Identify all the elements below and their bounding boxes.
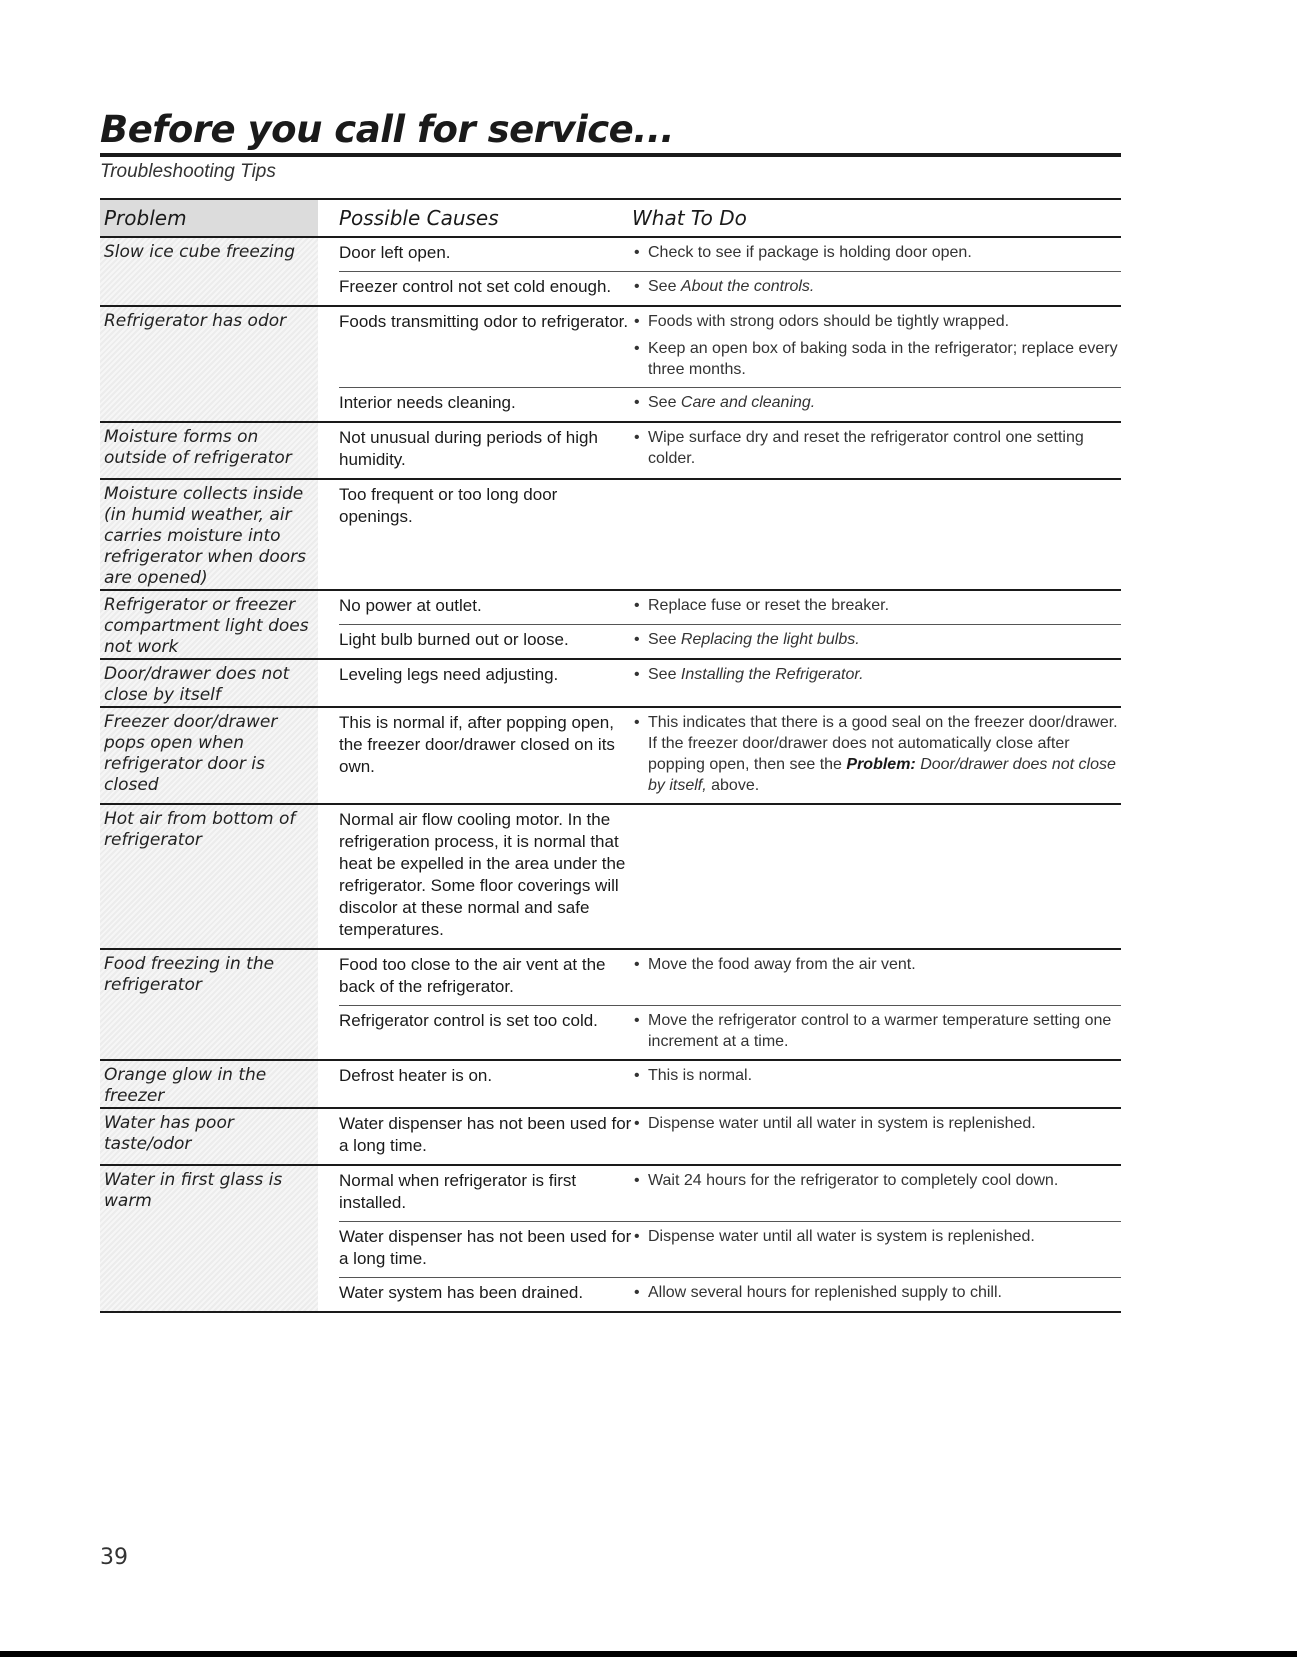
todo-lead: See: [648, 631, 681, 648]
problem-section: [100, 660, 1121, 706]
cause-row: [339, 591, 1121, 624]
todo-lead: See: [648, 394, 681, 411]
section-rule: [100, 1311, 1121, 1313]
what-to-do: [632, 1226, 1121, 1270]
problem-label: Orange glow in the freezer: [100, 1061, 318, 1107]
cause-row: [339, 387, 1121, 421]
what-to-do: [632, 427, 1121, 471]
possible-cause: Too frequent or too long door openings.: [339, 485, 558, 526]
header-what-to-do: What To Do: [632, 206, 747, 230]
troubleshooting-table: [100, 198, 1121, 1313]
cause-row: [339, 423, 1121, 478]
what-to-do: [632, 311, 1121, 380]
what-to-do: [632, 629, 1121, 651]
problem-label: Water has poor taste/odor: [100, 1109, 318, 1164]
possible-cause: Water dispenser has not been used for a long time.: [339, 1114, 632, 1155]
cause-rows: [339, 708, 1121, 803]
problem-section: [100, 1109, 1121, 1164]
cause-row: [339, 1109, 1121, 1164]
what-to-do: [632, 1170, 1121, 1214]
what-to-do: [632, 1113, 1121, 1157]
problem-section: [100, 238, 1121, 305]
what-to-do: [632, 712, 1121, 796]
todo-text: Dispense water until all water in system is replenished.: [648, 1115, 1036, 1132]
possible-cause: Leveling legs need adjusting.: [339, 665, 559, 684]
possible-cause: Water system has been drained.: [339, 1283, 584, 1302]
what-to-do: [632, 1282, 1121, 1304]
cause-row: [339, 307, 1121, 387]
section-reference: Care and cleaning.: [680, 394, 816, 411]
cause-rows: [339, 480, 1121, 589]
todo-text: Foods with strong odors should be tightly wrapped.: [648, 313, 1010, 330]
cause-rows: [339, 660, 1121, 706]
cause-row: [339, 238, 1121, 271]
todo-item: [632, 712, 1121, 796]
todo-text: Replace fuse or reset the breaker.: [648, 597, 890, 614]
what-to-do: [632, 664, 1121, 686]
todo-item: [632, 1065, 1121, 1086]
problem-section: [100, 1061, 1121, 1107]
todo-text: Wait 24 hours for the refrigerator to completely cool down.: [648, 1172, 1059, 1189]
section-reference: About the controls.: [680, 278, 815, 295]
section-reference: Installing the Refrigerator.: [680, 666, 864, 683]
problem-label: Water in first glass is warm: [100, 1166, 318, 1311]
page-title: Before you call for service...: [100, 108, 674, 151]
table-header-row: [100, 200, 1121, 236]
cause-rows: [339, 1109, 1121, 1164]
problem-reference-label: Problem:: [846, 756, 916, 773]
cause-rows: [339, 805, 1121, 948]
possible-cause: Foods transmitting odor to refrigerator.: [339, 312, 629, 331]
cause-rows: [339, 307, 1121, 421]
cause-row: [339, 1221, 1121, 1277]
problem-label: Moisture collects inside (in humid weather, air carries moisture into refrigerator when doors are opened): [100, 480, 318, 589]
todo-item: [632, 1226, 1121, 1247]
todo-text: This is normal.: [648, 1067, 753, 1084]
problem-section: [100, 1166, 1121, 1311]
cause-rows: [339, 423, 1121, 478]
todo-text: Wipe surface dry and reset the refrigerator control one setting colder.: [648, 429, 1084, 467]
cause-row: [339, 1277, 1121, 1311]
todo-text: Move the refrigerator control to a warmer temperature setting one increment at a time.: [648, 1012, 1112, 1050]
todo-item: [632, 595, 1121, 616]
what-to-do: [632, 242, 1121, 264]
title-rule: [100, 153, 1121, 157]
todo-item: [632, 629, 1121, 650]
possible-cause: Normal when refrigerator is first installed.: [339, 1171, 577, 1212]
problem-label: Food freezing in the refrigerator: [100, 950, 318, 1059]
todo-text: Check to see if package is holding door open.: [648, 244, 972, 261]
what-to-do: [632, 392, 1121, 414]
cause-row: [339, 271, 1121, 305]
cause-rows: [339, 1061, 1121, 1107]
cause-row: [339, 805, 1121, 948]
header-problem: Problem: [100, 200, 318, 236]
cause-rows: [339, 1166, 1121, 1311]
problem-section: [100, 708, 1121, 803]
cause-row: [339, 480, 1121, 535]
problem-section: [100, 307, 1121, 421]
problem-label: Hot air from bottom of refrigerator: [100, 805, 318, 948]
todo-item: [632, 276, 1121, 297]
page-bottom-edge: [0, 1651, 1297, 1657]
possible-cause: Food too close to the air vent at the back of the refrigerator.: [339, 955, 606, 996]
todo-item: [632, 664, 1121, 685]
possible-cause: This is normal if, after popping open, the freezer door/drawer closed on its own.: [339, 713, 615, 776]
todo-item: [632, 1282, 1121, 1303]
possible-cause: Not unusual during periods of high humidity.: [339, 428, 598, 469]
possible-cause: Light bulb burned out or loose.: [339, 630, 569, 649]
possible-cause: No power at outlet.: [339, 596, 482, 615]
todo-item: [632, 392, 1121, 413]
problem-reference: Door/drawer does not close by itself,: [648, 756, 1116, 794]
todo-item: [632, 311, 1121, 332]
page-number: 39: [100, 1545, 128, 1570]
possible-cause: Freezer control not set cold enough.: [339, 277, 612, 296]
cause-row: [339, 950, 1121, 1005]
cause-row: [339, 1005, 1121, 1059]
problem-section: [100, 591, 1121, 658]
problem-section: [100, 423, 1121, 478]
section-reference: Replacing the light bulbs.: [680, 631, 860, 648]
what-to-do: [632, 954, 1121, 998]
problem-reference-suffix: above.: [706, 777, 760, 794]
cause-row: [339, 624, 1121, 658]
todo-text: Dispense water until all water is system is replenished.: [648, 1228, 1035, 1245]
cause-row: [339, 1061, 1121, 1094]
possible-cause: Door left open.: [339, 243, 451, 262]
page-subtitle: Troubleshooting Tips: [100, 161, 276, 182]
what-to-do: [632, 1010, 1121, 1052]
problem-label: Freezer door/drawer pops open when refrigerator door is closed: [100, 708, 318, 803]
todo-lead: See: [648, 666, 681, 683]
what-to-do: [632, 809, 1121, 941]
cause-row: [339, 1166, 1121, 1221]
problem-label: Moisture forms on outside of refrigerator: [100, 423, 318, 478]
todo-item: [632, 242, 1121, 263]
todo-item: [632, 1113, 1121, 1134]
cause-row: [339, 660, 1121, 693]
possible-cause: Water dispenser has not been used for a long time.: [339, 1227, 632, 1268]
what-to-do: [632, 1065, 1121, 1087]
todo-item: [632, 338, 1121, 380]
todo-text: This indicates that there is a good seal on the freezer door/drawer. If the freezer door/drawer does not automatically close after popping open, then see the: [648, 714, 1118, 773]
todo-item: [632, 1010, 1121, 1052]
cause-rows: [339, 591, 1121, 658]
problem-section: [100, 805, 1121, 948]
what-to-do: [632, 484, 1121, 528]
todo-text: Move the food away from the air vent.: [648, 956, 916, 973]
header-possible-causes: Possible Causes: [339, 206, 499, 230]
table-body: [100, 238, 1121, 1313]
cause-rows: [339, 238, 1121, 305]
possible-cause: Normal air flow cooling motor. In the refrigeration process, it is normal that heat be expelled in the area under the refrigerator. Some floor coverings will discolor at these normal and safe temperatures.: [339, 810, 626, 939]
todo-item: [632, 427, 1121, 469]
problem-section: [100, 950, 1121, 1059]
todo-text: Allow several hours for replenished supply to chill.: [648, 1284, 1002, 1301]
problem-label: Slow ice cube freezing: [100, 238, 318, 305]
problem-section: [100, 480, 1121, 589]
possible-cause: Interior needs cleaning.: [339, 393, 516, 412]
problem-label: Refrigerator or freezer compartment light does not work: [100, 591, 318, 658]
problem-label: Refrigerator has odor: [100, 307, 318, 421]
todo-item: [632, 954, 1121, 975]
todo-lead: See: [648, 278, 681, 295]
what-to-do: [632, 276, 1121, 298]
cause-row: [339, 708, 1121, 803]
cause-rows: [339, 950, 1121, 1059]
what-to-do: [632, 595, 1121, 617]
possible-cause: Defrost heater is on.: [339, 1066, 493, 1085]
todo-text: Keep an open box of baking soda in the refrigerator; replace every three months.: [648, 340, 1118, 378]
possible-cause: Refrigerator control is set too cold.: [339, 1011, 598, 1030]
todo-item: [632, 1170, 1121, 1191]
problem-label: Door/drawer does not close by itself: [100, 660, 318, 706]
